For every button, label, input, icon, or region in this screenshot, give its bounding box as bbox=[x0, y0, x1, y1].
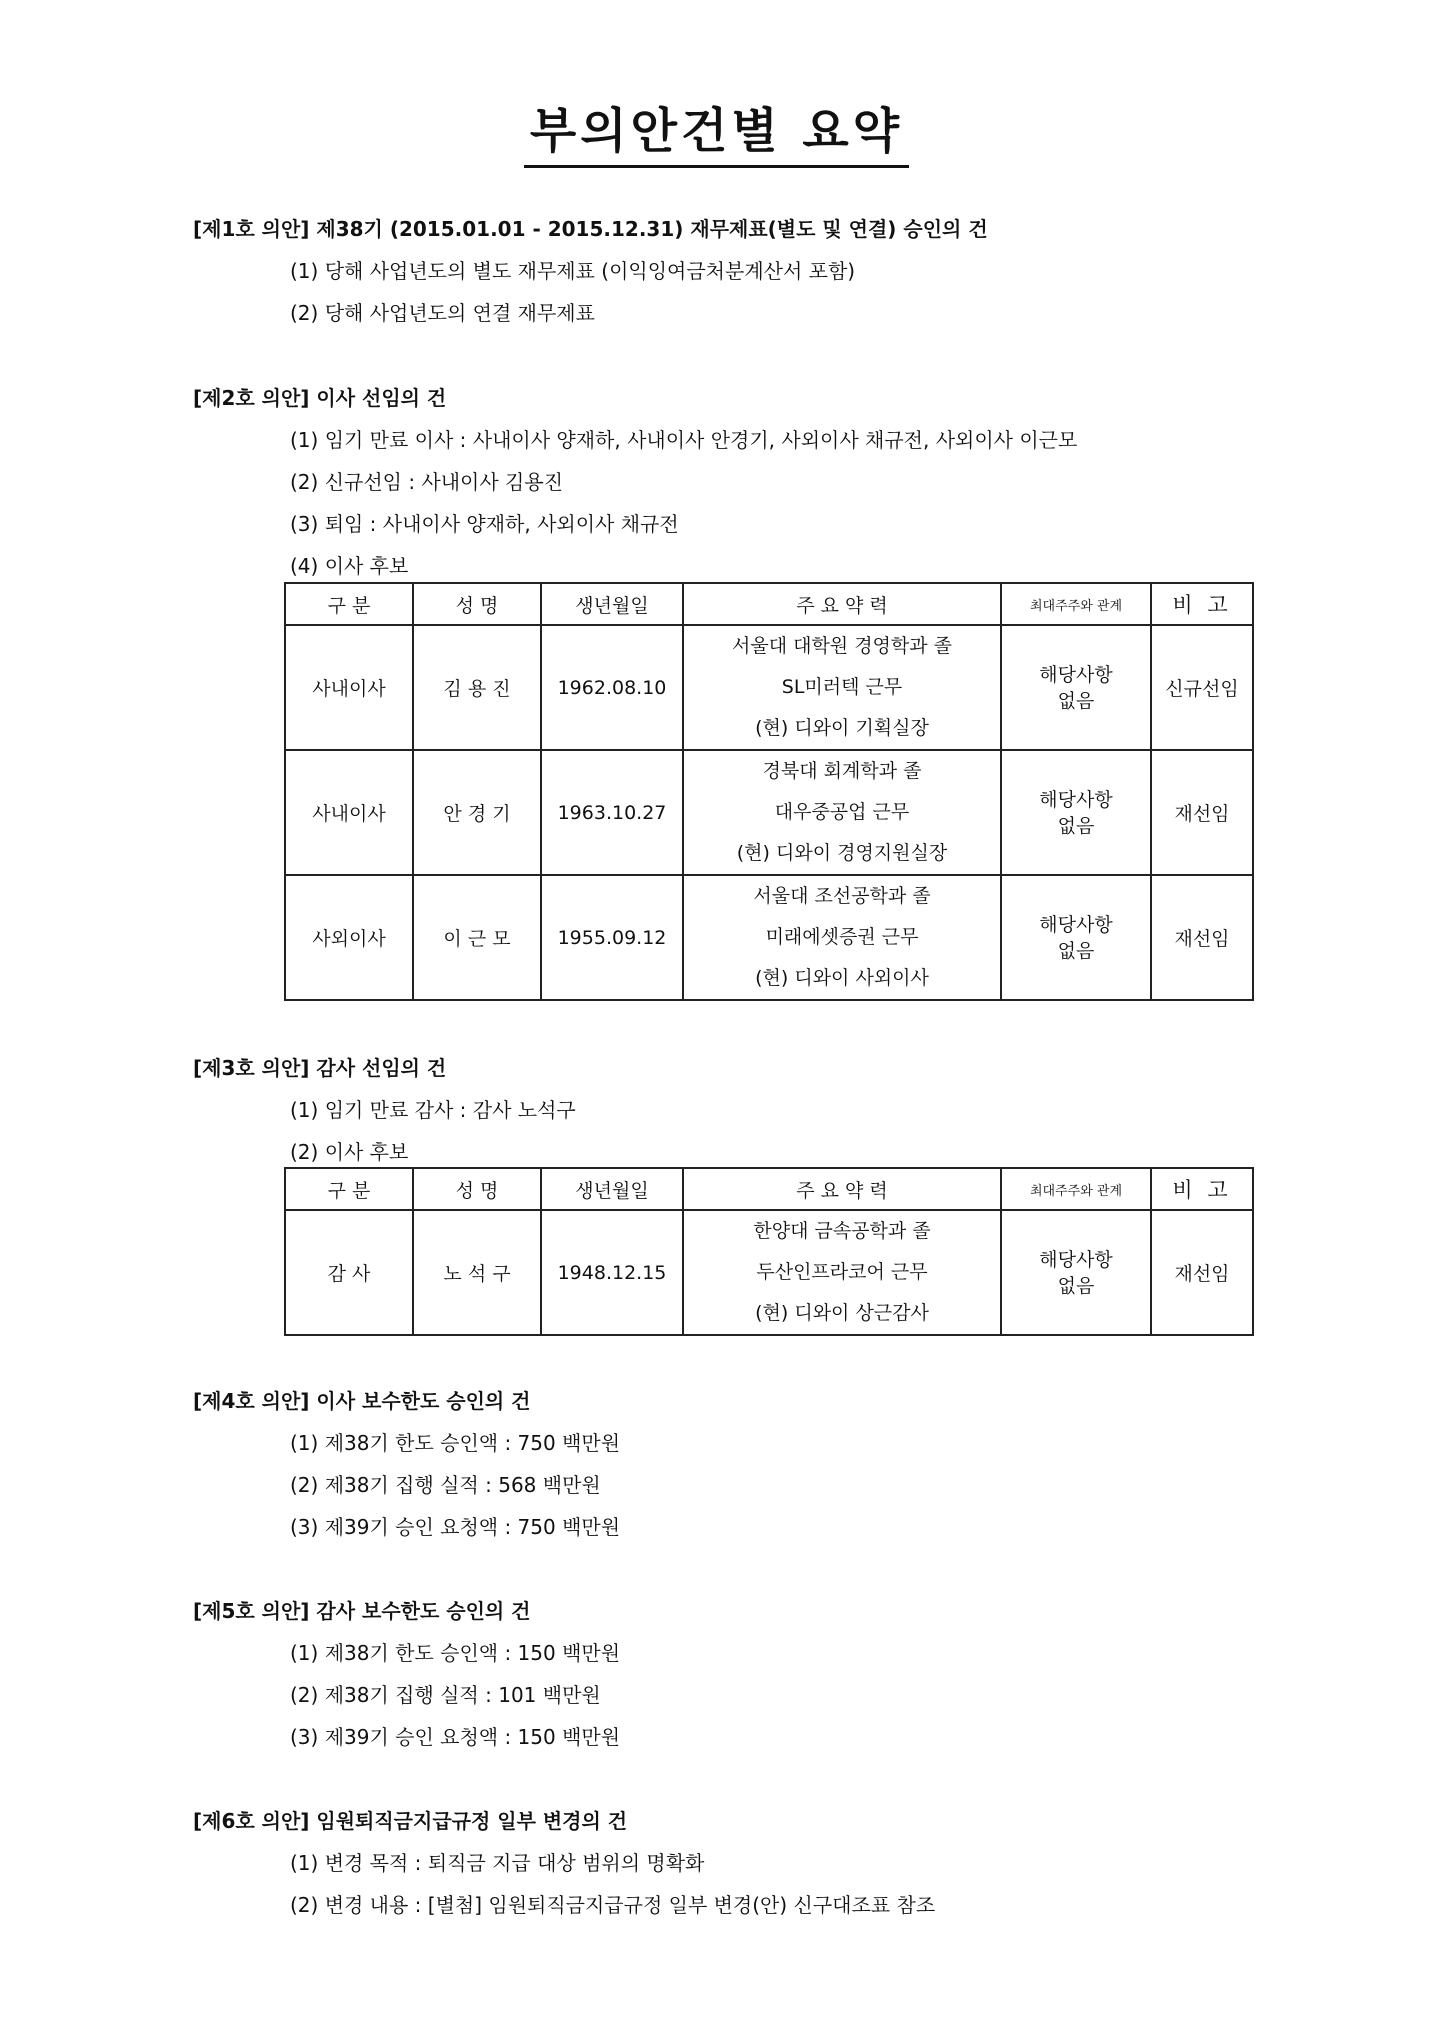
career-line: 미래에셋증권 근무 bbox=[765, 926, 919, 948]
career-line: 서울대 대학원 경영학과 졸 bbox=[731, 635, 952, 657]
cell-type: 감 사 bbox=[285, 1210, 413, 1335]
header-birth: 생년월일 bbox=[541, 583, 683, 625]
cell-note: 재선임 bbox=[1151, 875, 1253, 1000]
cell-type: 사외이사 bbox=[285, 875, 413, 1000]
career-line: (현) 디와이 상근감사 bbox=[755, 1302, 929, 1324]
agenda-1-heading: [제1호 의안] 제38기 (2015.01.01 - 2015.12.31) 재무제표(별도 및 연결) 승인의 건 bbox=[193, 217, 988, 241]
cell-birth: 1955.09.12 bbox=[541, 875, 683, 1000]
agenda-2-item-3: (3) 퇴임 : 사내이사 양재하, 사외이사 채규전 bbox=[290, 512, 679, 536]
agenda-6-heading: [제6호 의안] 임원퇴직금지급규정 일부 변경의 건 bbox=[193, 1809, 628, 1833]
agenda-6-item-2: (2) 변경 내용 : [별첨] 임원퇴직금지급규정 일부 변경(안) 신구대조표 참조 bbox=[290, 1893, 936, 1917]
career-line: SL미러텍 근무 bbox=[781, 676, 903, 698]
cell-relation bbox=[1001, 1210, 1151, 1335]
agenda-3-heading: [제3호 의안] 감사 선임의 건 bbox=[193, 1056, 447, 1080]
header-relation: 최대주주와 관계 bbox=[1001, 1168, 1151, 1210]
header-name: 성 명 bbox=[413, 583, 541, 625]
header-relation: 최대주주와 관계 bbox=[1001, 583, 1151, 625]
agenda-4-item-1: (1) 제38기 한도 승인액 : 750 백만원 bbox=[290, 1431, 621, 1455]
cell-career bbox=[683, 625, 1001, 750]
table-header-row bbox=[285, 1168, 1253, 1210]
agenda-5-heading: [제5호 의안] 감사 보수한도 승인의 건 bbox=[193, 1599, 531, 1623]
header-note: 비 고 bbox=[1151, 1168, 1253, 1210]
relation-line: 해당사항 bbox=[1039, 913, 1113, 936]
relation-line: 없음 bbox=[1057, 689, 1095, 712]
cell-career bbox=[683, 1210, 1001, 1335]
table-row bbox=[285, 1210, 1253, 1335]
agenda-2-heading: [제2호 의안] 이사 선임의 건 bbox=[193, 386, 447, 410]
cell-relation bbox=[1001, 750, 1151, 875]
cell-birth: 1963.10.27 bbox=[541, 750, 683, 875]
agenda-1-item-2: (2) 당해 사업년도의 연결 재무제표 bbox=[290, 301, 595, 325]
cell-note: 재선임 bbox=[1151, 1210, 1253, 1335]
cell-relation bbox=[1001, 625, 1151, 750]
cell-relation bbox=[1001, 875, 1151, 1000]
agenda-4-item-2: (2) 제38기 집행 실적 : 568 백만원 bbox=[290, 1473, 601, 1497]
agenda-4-heading: [제4호 의안] 이사 보수한도 승인의 건 bbox=[193, 1389, 531, 1413]
cell-name: 김 용 진 bbox=[413, 625, 541, 750]
relation-line: 해당사항 bbox=[1039, 663, 1113, 686]
cell-note: 신규선임 bbox=[1151, 625, 1253, 750]
cell-name: 안 경 기 bbox=[413, 750, 541, 875]
career-line: 한양대 금속공학과 졸 bbox=[753, 1220, 931, 1242]
agenda-4-item-3: (3) 제39기 승인 요청액 : 750 백만원 bbox=[290, 1515, 621, 1539]
cell-name: 이 근 모 bbox=[413, 875, 541, 1000]
header-career: 주 요 약 력 bbox=[683, 1168, 1001, 1210]
header-career: 주 요 약 력 bbox=[683, 583, 1001, 625]
cell-name: 노 석 구 bbox=[413, 1210, 541, 1335]
career-line: (현) 디와이 기획실장 bbox=[755, 717, 929, 739]
cell-career bbox=[683, 875, 1001, 1000]
table-row bbox=[285, 750, 1253, 875]
agenda-6-item-1: (1) 변경 목적 : 퇴직금 지급 대상 범위의 명확화 bbox=[290, 1851, 705, 1875]
header-birth: 생년월일 bbox=[541, 1168, 683, 1210]
relation-line: 없음 bbox=[1057, 814, 1095, 837]
cell-career bbox=[683, 750, 1001, 875]
header-note: 비 고 bbox=[1151, 583, 1253, 625]
agenda-5-item-1: (1) 제38기 한도 승인액 : 150 백만원 bbox=[290, 1641, 621, 1665]
agenda-3-item-2: (2) 이사 후보 bbox=[290, 1140, 409, 1164]
career-line: 두산인프라코어 근무 bbox=[756, 1261, 928, 1283]
agenda-5-item-3: (3) 제39기 승인 요청액 : 150 백만원 bbox=[290, 1725, 621, 1749]
header-name: 성 명 bbox=[413, 1168, 541, 1210]
agenda-5-item-2: (2) 제38기 집행 실적 : 101 백만원 bbox=[290, 1683, 601, 1707]
career-line: (현) 디와이 사외이사 bbox=[755, 967, 929, 989]
relation-line: 해당사항 bbox=[1039, 788, 1113, 811]
agenda-1-item-1: (1) 당해 사업년도의 별도 재무제표 (이익잉여금처분계산서 포함) bbox=[290, 259, 856, 283]
cell-birth: 1948.12.15 bbox=[541, 1210, 683, 1335]
agenda-2-item-4: (4) 이사 후보 bbox=[290, 554, 409, 578]
table-header-row bbox=[285, 583, 1253, 625]
career-line: (현) 디와이 경영지원실장 bbox=[736, 842, 948, 864]
cell-birth: 1962.08.10 bbox=[541, 625, 683, 750]
header-type: 구 분 bbox=[285, 1168, 413, 1210]
relation-line: 해당사항 bbox=[1039, 1248, 1113, 1271]
relation-line: 없음 bbox=[1057, 1274, 1095, 1297]
cell-type: 사내이사 bbox=[285, 750, 413, 875]
relation-line: 없음 bbox=[1057, 939, 1095, 962]
agenda-3-item-1: (1) 임기 만료 감사 : 감사 노석구 bbox=[290, 1098, 576, 1122]
table-row bbox=[285, 625, 1253, 750]
auditor-candidates-table bbox=[284, 1167, 1254, 1336]
cell-type: 사내이사 bbox=[285, 625, 413, 750]
agenda-2-item-1: (1) 임기 만료 이사 : 사내이사 양재하, 사내이사 안경기, 사외이사 채규전, 사외이사 이근모 bbox=[290, 428, 1078, 452]
career-line: 서울대 조선공학과 졸 bbox=[753, 885, 931, 907]
director-candidates-table bbox=[284, 582, 1254, 1001]
table-row bbox=[285, 875, 1253, 1000]
page-title: 부의안건별 요약 bbox=[0, 92, 1433, 168]
career-line: 경북대 회계학과 졸 bbox=[762, 760, 922, 782]
cell-note: 재선임 bbox=[1151, 750, 1253, 875]
agenda-2-item-2: (2) 신규선임 : 사내이사 김용진 bbox=[290, 470, 564, 494]
career-line: 대우중공업 근무 bbox=[774, 801, 910, 823]
header-type: 구 분 bbox=[285, 583, 413, 625]
